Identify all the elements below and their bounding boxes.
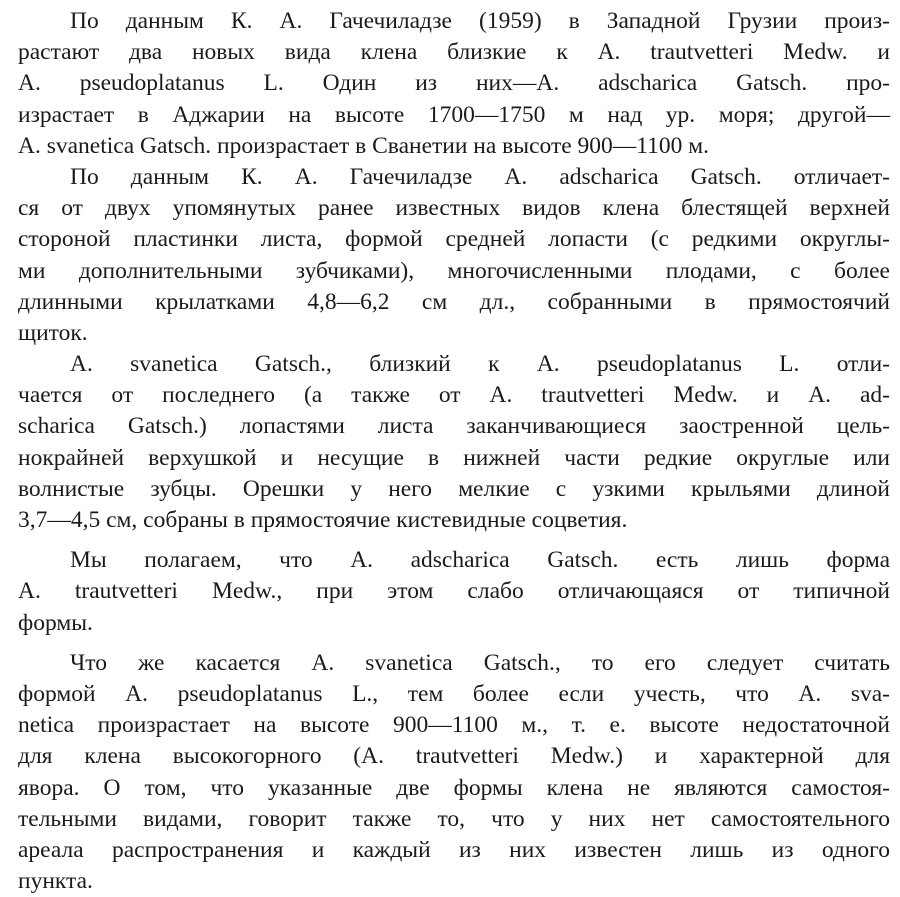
text-line: A. trautvetteri Medw., при этом слабо отличающаяся от типичной <box>18 578 890 605</box>
text-line: По данным К. А. Гачечиладзе A. adscharica Gatsch. отличает- <box>70 163 890 190</box>
text-line: растают два новых вида клена близкие к A. trautvetteri Medw. и <box>18 39 890 66</box>
text-line: netica произрастает на высоте 900—1100 м., т. е. высоте недостаточной <box>18 712 890 739</box>
text-line: Что же касается A. svanetica Gatsch., то его следует считать <box>70 649 890 676</box>
text-line: для клена высокогорного (A. trautvetteri Medw.) и характерной для <box>18 743 890 770</box>
text-line: A. svanetica Gatsch. произрастает в Сванетии на высоте 900—1100 м. <box>18 132 710 159</box>
text-line: Мы полагаем, что A. adscharica Gatsch. есть лишь форма <box>70 547 890 574</box>
paragraph-4 <box>18 545 890 639</box>
text-line: стороной пластинки листа, формой средней лопасти (с редкими округлы- <box>18 226 890 253</box>
text-line: волнистые зубцы. Орешки у него мелкие с узкими крыльями длиной <box>18 475 890 502</box>
text-line: ми дополнительными зубчиками), многочисленными плодами, с более <box>18 257 890 284</box>
text-line: scharica Gatsch.) лопастями листа заканчивающиеся заостренной цель- <box>18 413 890 440</box>
text-line: явора. О том, что указанные две формы клена не являются самостоя- <box>18 774 890 801</box>
text-line: ареала распространения и каждый из них известен лишь из одного <box>18 836 890 863</box>
text-line: израстает в Аджарии на высоте 1700—1750 м над ур. моря; другой— <box>18 101 890 128</box>
text-line: 3,7—4,5 см, собраны в прямостоячие кистевидные соцветия. <box>18 507 628 533</box>
paragraph-3 <box>18 349 890 536</box>
text-line: пункта. <box>18 868 93 895</box>
text-line: A. pseudoplatanus L. Один из них—A. adscharica Gatsch. про- <box>18 70 890 97</box>
text-line: По данным К. А. Гачечиладзе (1959) в Западной Грузии произ- <box>70 8 890 34</box>
text-line: A. svanetica Gatsch., близкий к A. pseudoplatanus L. отли- <box>70 351 890 378</box>
text-line: щиток. <box>18 319 88 346</box>
text-line: чается от последнего (а также от A. trautvetteri Medw. и A. ad- <box>18 382 890 409</box>
text-line: ся от двух упомянутых ранее известных видов клена блестящей верхней <box>18 195 890 222</box>
text-line: формы. <box>18 609 93 636</box>
text-line: нокрайней верхушкой и несущие в нижней части редкие округлые или <box>18 444 890 471</box>
document-page <box>18 6 890 897</box>
paragraph-5 <box>18 648 890 897</box>
text-line: тельными видами, говорит также то, что у них нет самостоятельного <box>18 805 890 832</box>
text-line: длинными крылатками 4,8—6,2 см дл., собранными в прямостоячий <box>18 288 890 315</box>
paragraph-1 <box>18 6 890 162</box>
text-line: формой A. pseudoplatanus L., тем более если учесть, что A. sva- <box>18 680 890 707</box>
paragraph-spacing <box>18 536 890 545</box>
paragraph-2 <box>18 162 890 349</box>
paragraph-spacing <box>18 639 890 648</box>
